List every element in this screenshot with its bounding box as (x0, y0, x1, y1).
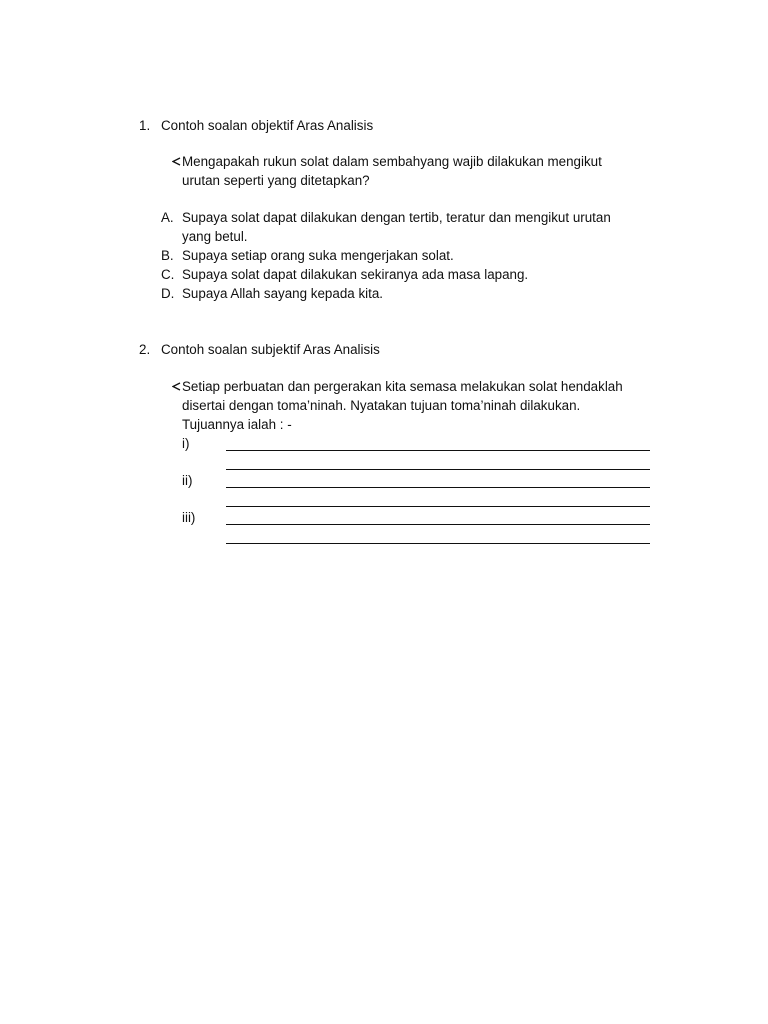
question-2-stem-line3: Tujuannya ialah : - (182, 417, 292, 432)
answer-line-i-1[interactable] (226, 450, 650, 451)
answer-line-ii-2[interactable] (226, 506, 650, 507)
option-a-text: Supaya solat dapat dilakukan dengan tertib, teratur dan mengikut urutan (182, 210, 611, 225)
question-2-stem (172, 377, 623, 396)
option-b-letter: B. (161, 248, 174, 263)
option-c-letter: C. (161, 267, 175, 282)
question-1-stem-line1: Mengapakah rukun solat dalam sembahyang wajib dilakukan mengikut (182, 154, 602, 169)
question-2-heading: Contoh soalan subjektif Aras Analisis (161, 342, 380, 357)
question-1-stem (172, 152, 602, 171)
question-1-stem-line2: urutan seperti yang ditetapkan? (182, 173, 370, 188)
option-d-letter: D. (161, 286, 175, 301)
option-a-text-cont: yang betul. (182, 229, 248, 244)
answer-label-ii: ii) (182, 473, 193, 488)
option-d-text: Supaya Allah sayang kepada kita. (182, 286, 384, 301)
question-2-stem-line2: disertai dengan toma’ninah. Nyatakan tujuan toma’ninah dilakukan. (182, 398, 581, 413)
answer-line-iii-2[interactable] (226, 543, 650, 544)
answer-line-i-2[interactable] (226, 469, 650, 470)
answer-label-iii: iii) (182, 510, 196, 525)
option-c-text: Supaya solat dapat dilakukan sekiranya ada masa lapang. (182, 267, 529, 282)
question-2-stem-line1: Setiap perbuatan dan pergerakan kita semasa melakukan solat hendaklah (182, 379, 623, 394)
option-a-letter: A. (161, 210, 174, 225)
arrow-bullet-icon (172, 157, 181, 166)
option-b-text: Supaya setiap orang suka mengerjakan solat. (182, 248, 454, 263)
answer-line-ii-1[interactable] (226, 487, 650, 488)
arrow-bullet-icon (172, 382, 181, 391)
question-1-heading: Contoh soalan objektif Aras Analisis (161, 118, 374, 133)
question-1-number: 1. (139, 118, 151, 133)
answer-line-iii-1[interactable] (226, 524, 650, 525)
question-2-number: 2. (139, 342, 151, 357)
answer-label-i: i) (182, 436, 190, 451)
